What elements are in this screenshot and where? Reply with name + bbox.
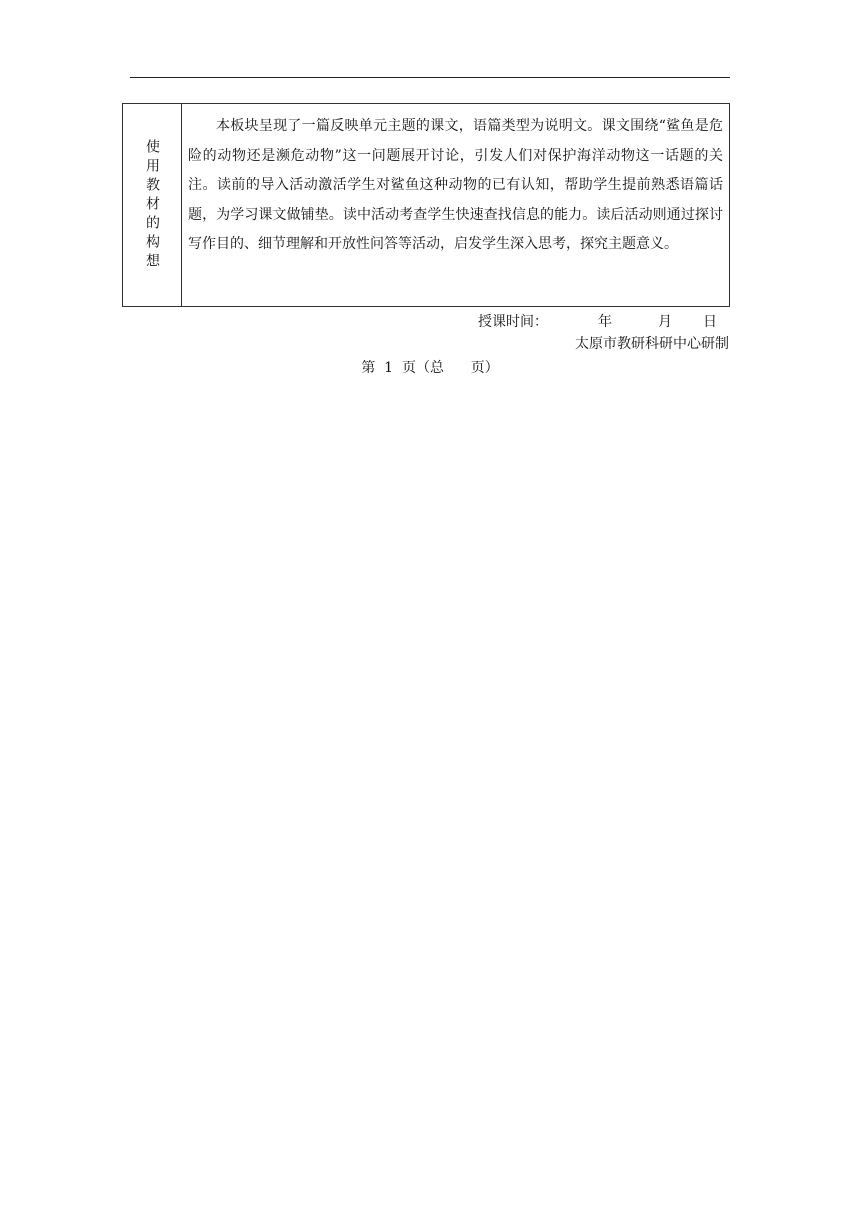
lesson-plan-table (122, 103, 730, 307)
page-number-footer: 第 1 页（总 页） (361, 360, 499, 376)
lesson-time-line (478, 311, 717, 331)
lesson-time-label: 授课时间： (478, 314, 548, 330)
day-label: 日 (703, 314, 717, 330)
header-rule (130, 77, 730, 78)
year-label: 年 (598, 314, 612, 330)
organization-credit: 太原市教研科研中心研制 (575, 336, 729, 352)
row-label-cell (123, 104, 182, 306)
row-content-cell (182, 104, 729, 306)
month-label: 月 (658, 314, 672, 330)
row-label: 使用教材的构想 (144, 138, 160, 272)
row-content-text: 本板块呈现了一篇反映单元主题的课文，语篇类型为说明文。课文围绕“鲨鱼是危险的动物还是濒危动物”这一问题展开讨论，引发人们对保护海洋动物这一话题的关注。读前的导入活动激活学生对鲨鱼这种动物的已有认知，帮助学生提前熟悉语篇话题，为学习课文做铺垫。读中活动考查学生快速查找信息的能力。读后活动则通过探讨写作目的、细节理解和开放性问答等活动，启发学生深入思考，探究主题意义。 (188, 118, 723, 252)
